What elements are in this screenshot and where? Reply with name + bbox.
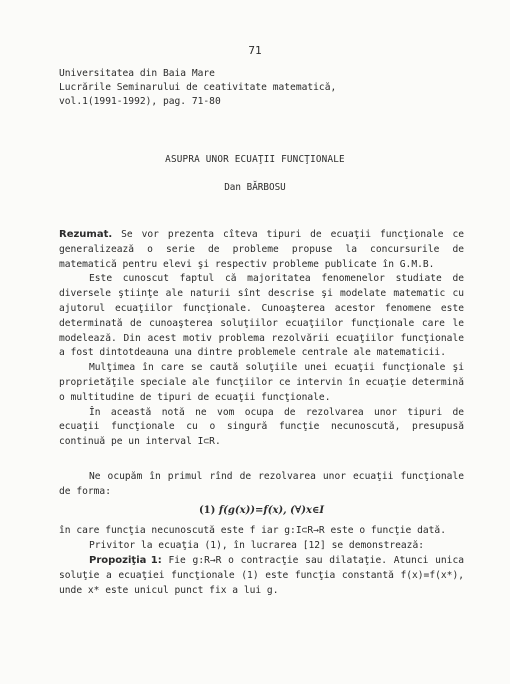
header-volume: vol.1(1991-1992), pag. 71-80 xyxy=(59,96,221,107)
paper-author: Dan BĂRBOSU xyxy=(224,182,286,193)
abstract-text: Se vor prezenta cîteva tipuri de ecuaţii funcţionale ce generalizează o serie de probleme propuse la concursurile de matematică pentru elevi şi respectiv probleme publicate în G.M.B. xyxy=(59,229,464,270)
equation-1 xyxy=(59,504,464,519)
paragraph-5: în care funcţia necunoscută este f iar g:I⊂R→R este o funcţie dată. xyxy=(59,525,446,537)
spacer xyxy=(59,450,464,470)
abstract-label: Rezumat. xyxy=(59,229,113,240)
body-text xyxy=(59,228,464,598)
header-university: Universitatea din Baia Mare xyxy=(59,68,215,79)
header-journal: Lucrările Seminarului de ceativitate matematică, xyxy=(59,82,337,93)
proposition-label: Propoziţia 1: xyxy=(89,554,162,566)
paragraph-1: Este cunoscut faptul că majoritatea fenomenelor studiate de diversele ştiinţe ale naturii sînt descrise şi modelate matematic cu ajutorul ecuaţiilor funcţionale. Cunoaşterea acestor fenomene este determinată de cunoaşterea soluţiilor ecuaţiilor funcţionale care le modelează. Din acest motiv problema rezolvării ecuaţiilor funcţionale a fost dintotdeauna una dintre problemele centrale ale matematicii. xyxy=(59,273,464,359)
equation-number: (1) xyxy=(198,504,216,516)
paragraph-3: În această notă ne vom ocupa de rezolvarea unor tipuri de ecuaţii funcţionale cu o singură funcţie necunoscută, presupusă continuă pe un interval I⊂R. xyxy=(59,406,464,448)
paragraph-2: Mulţimea în care se caută soluţiile unei ecuaţii funcţionale şi proprietăţile speciale ale funcţiilor ce intervin în ecuaţie determină o multitudine de tipuri de ecuaţii funcţionale. xyxy=(59,362,464,403)
proposition-1 xyxy=(59,554,464,598)
journal-header xyxy=(59,67,336,109)
paragraph-6: Privitor la ecuaţia (1), în lucrarea [12] se demonstrează: xyxy=(89,540,425,552)
proposition-text: Fie g:R→R o contracţie sau dilataţie. Atunci unica soluţie a ecuaţiei funcţionale (1) este funcţia constantă f(x)=f(x*), unde x* este unicul punct fix a lui g. xyxy=(59,554,464,596)
page-number: 71 xyxy=(248,44,262,57)
abstract-paragraph xyxy=(59,228,464,272)
paragraph-4: Ne ocupăm în primul rînd de rezolvarea unor ecuaţii funcţionale de forma: xyxy=(59,470,464,497)
equation-expression: f(g(x))=f(x), (∀)x∈I xyxy=(218,504,325,516)
paper-title: ASUPRA UNOR ECUAŢII FUNCŢIONALE xyxy=(165,154,345,165)
